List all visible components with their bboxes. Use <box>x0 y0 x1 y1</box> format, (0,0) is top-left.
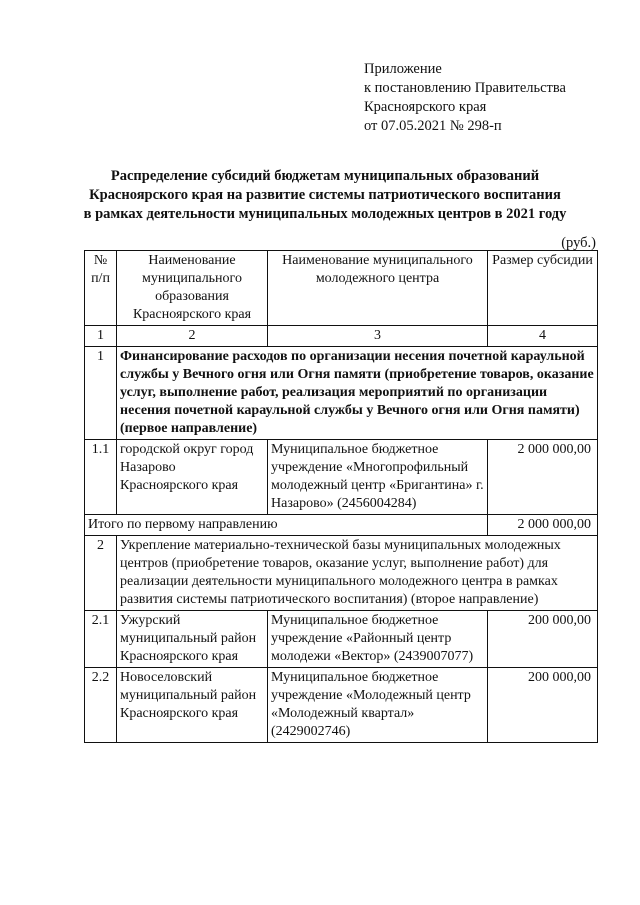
section-num: 1 <box>85 347 117 440</box>
municipality-cell: Новоселовский муниципальный район Красноярского края <box>117 668 268 743</box>
center-cell: Муниципальное бюджетное учреждение «Районный центр молодежи «Вектор» (2439007077) <box>268 611 488 668</box>
title-line: Распределение субсидий бюджетам муниципальных образований <box>110 168 540 184</box>
total-amount: 2 000 000,00 <box>488 515 598 536</box>
table-row <box>85 440 598 515</box>
municipality-cell: городской округ город Назарово Красноярского края <box>117 440 268 515</box>
document-title <box>60 167 590 224</box>
section-num: 2 <box>85 536 117 611</box>
title-line: в рамках деятельности муниципальных молодежных центров в 2021 году <box>83 206 567 222</box>
total-label: Итого по первому направлению <box>85 515 488 536</box>
header-num: № п/п <box>85 251 117 326</box>
row-num: 2.2 <box>85 668 117 743</box>
annex-line: Красноярского края <box>364 99 487 115</box>
annex-line: к постановлению Правительства <box>364 80 566 96</box>
municipality-cell: Ужурский муниципальный район Красноярского края <box>117 611 268 668</box>
title-line: Красноярского края на развитие системы патриотического воспитания <box>89 187 561 203</box>
total-row <box>85 515 598 536</box>
table-row <box>85 668 598 743</box>
annex-header <box>364 60 566 136</box>
column-number: 1 <box>85 326 117 347</box>
row-num: 1.1 <box>85 440 117 515</box>
header-center: Наименование муниципального молодежного центра <box>268 251 488 326</box>
currency-unit: (руб.) <box>561 235 596 251</box>
annex-line: Приложение <box>364 61 442 77</box>
column-number: 3 <box>268 326 488 347</box>
center-cell: Муниципальное бюджетное учреждение «Многопрофильный молодежный центр «Бригантина» г. Назарово» (2456004284) <box>268 440 488 515</box>
header-amount: Размер субсидии <box>488 251 598 326</box>
header-municipality: Наименование муниципального образования Красноярского края <box>117 251 268 326</box>
amount-cell: 200 000,00 <box>488 611 598 668</box>
column-number: 2 <box>117 326 268 347</box>
column-numbers-row <box>85 326 598 347</box>
annex-date-number: от 07.05.2021 № 298-п <box>364 118 502 134</box>
section-title: Укрепление материально-технической базы муниципальных молодежных центров (приобретение товаров, оказание услуг, выполнение работ) для реализации деятельности муниципального молодежного центра в рамках развития системы патриотического воспитания) (второе направление) <box>117 536 598 611</box>
row-num: 2.1 <box>85 611 117 668</box>
section-row <box>85 347 598 440</box>
amount-cell: 200 000,00 <box>488 668 598 743</box>
column-number: 4 <box>488 326 598 347</box>
center-cell: Муниципальное бюджетное учреждение «Молодежный центр «Молодежный квартал» (2429002746) <box>268 668 488 743</box>
table-row <box>85 611 598 668</box>
section-row <box>85 536 598 611</box>
section-title: Финансирование расходов по организации несения почетной караульной службы у Вечного огня или Огня памяти (приобретение товаров, оказание услуг, выполнение работ, реализация мероприятий по организации несения почетной караульной службы у Вечного огня или Огня памяти) (первое направление) <box>117 347 598 440</box>
amount-cell: 2 000 000,00 <box>488 440 598 515</box>
table-header-row <box>85 251 598 326</box>
subsidy-table <box>84 250 598 743</box>
